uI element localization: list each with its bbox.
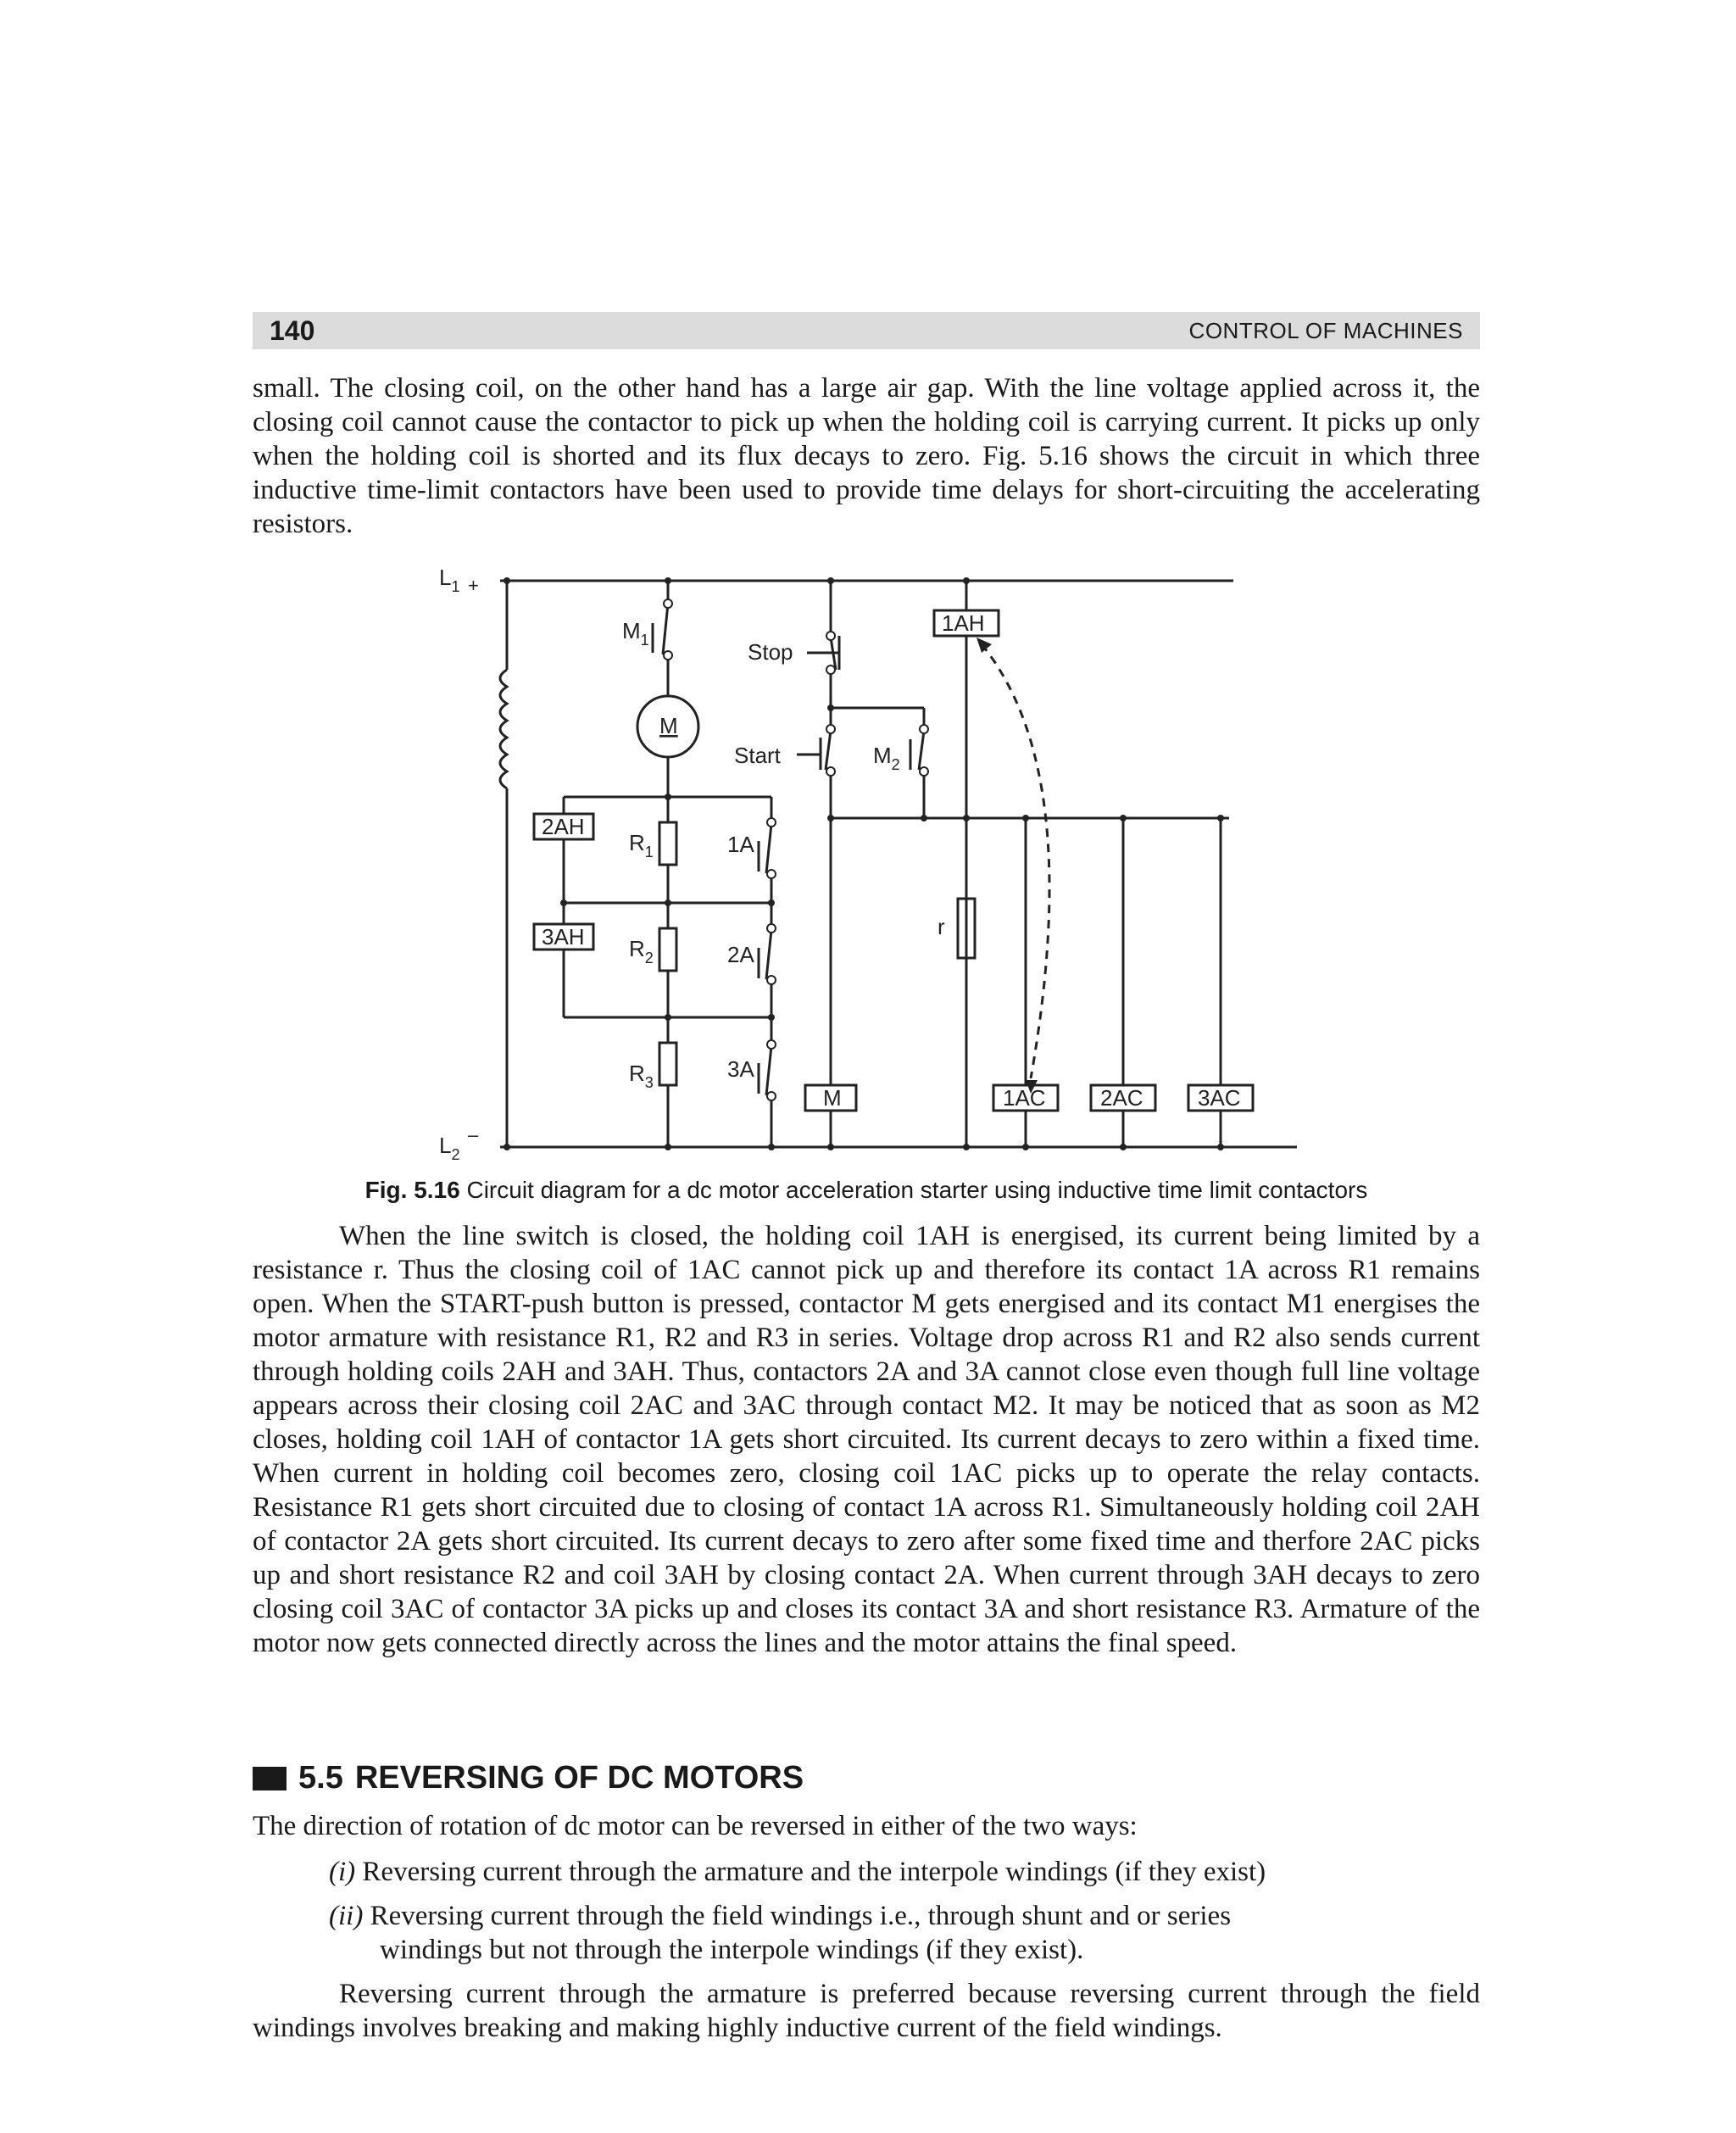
list-text: Reversing current through the armature and the interpole windings (if they exist): [362, 1857, 1266, 1887]
l2-label: $L_2$: [439, 1133, 460, 1163]
list-marker: (ii): [329, 1901, 364, 1931]
section-title: REVERSING OF DC MOTORS: [354, 1760, 804, 1796]
r3-resistor: [659, 1043, 676, 1085]
figure-caption: [253, 1175, 1480, 1206]
start-contact-blade: [826, 731, 831, 770]
list-item: [329, 1855, 1480, 1889]
section-intro: The direction of rotation of dc motor can be reversed in either of the two ways:: [253, 1811, 1138, 1841]
l2-sign: –: [468, 1124, 479, 1145]
coil-2ah-label: 2AH: [542, 814, 585, 839]
section-heading: [253, 1760, 804, 1796]
field-winding-coil: [500, 670, 507, 788]
r2-resistor: [659, 928, 676, 971]
coil-3ac-label: 3AC: [1198, 1085, 1241, 1111]
m2-contact-blade: [919, 731, 924, 770]
list-text: Reversing current through the field windings i.e., through shunt and or series: [370, 1901, 1232, 1931]
intro-paragraph: small. The closing coil, on the other hand has a large air gap. With the line voltage applied across it, the closing coil cannot cause the contactor to pick up when the holding coil is carrying current. It picks up only when the holding coil is shorted and its flux decays to zero. Fig. 5.16 shows the circuit in which three inductive time-limit contactors have been used to provide time delays for short-circuiting the accelerating resistors.: [253, 373, 1480, 539]
magnetic-link-arrow: [982, 644, 1049, 1078]
m1-contact-blade: [663, 604, 668, 654]
list-text-continuation: windings but not through the interpole windings (if they exist).: [380, 1935, 1084, 1965]
contact-2a-label: 2A: [727, 942, 754, 967]
closing-paragraph: Reversing current through the armature is preferred because reversing current through the field windings involves breaking and making highly inductive current of the field windings.: [253, 1979, 1480, 2043]
m1-label: $M_1$: [622, 618, 649, 649]
circuit-diagram: [415, 560, 1331, 1170]
l1-sign: +: [468, 575, 479, 596]
running-head: CONTROL OF MACHINES: [1188, 317, 1463, 343]
motor-label: M: [659, 713, 678, 738]
resistor-r-label: r: [938, 914, 945, 939]
running-header: [253, 312, 1480, 349]
r2-label: $R_2$: [629, 936, 654, 966]
coil-1ah-label: 1AH: [942, 610, 985, 636]
coil-2ac-label: 2AC: [1100, 1085, 1143, 1111]
figure-caption-text: Circuit diagram for a dc motor acceleration starter using inductive time limit contactors: [466, 1177, 1368, 1203]
list-marker: (i): [329, 1857, 356, 1887]
arrowhead-top: [976, 638, 992, 653]
r1-resistor: [659, 822, 676, 865]
body-paragraph: When the line switch is closed, the holding coil 1AH is energised, its current being limited by a resistance r. Thus the closing coil of 1AC cannot pick up and therefore its contact 1A across R1 remains open. When the START-push button is pressed, contactor M gets energised and its contact M1 energises the motor armature with resistance R1, R2 and R3 in series. Voltage drop across R1 and R2 also sends current through holding coils 2AH and 3AH. Thus, contactors 2A and 3A cannot close even though full line voltage appears across their closing coil 2AC and 3AC through contact M2. It may be noticed that as soon as M2 closes, holding coil 1AH of contactor 1A gets short circuited. Its current decays to zero within a fixed time. When current in holding coil becomes zero, closing coil 1AC picks up to operate the relay contacts. Resistance R1 gets short circuited due to closing of contact 1A across R1. Simultaneously holding coil 2AH of contactor 2A gets short circuited. Its current decays to zero after some fixed time and therfore 2AC picks up and short resistance R2 and coil 3AH by closing contact 2A. When current through 3AH decays to zero closing coil 3AC of contactor 3A picks up and closes its contact 3A and short resistance R3. Armature of the motor now gets connected directly across the lines and the motor attains the final speed.: [253, 1221, 1480, 1658]
l1-label: $L_1$: [439, 565, 460, 595]
section-number: 5.5: [298, 1760, 343, 1796]
r1-label: $R_1$: [629, 830, 654, 860]
coil-3ah-label: 3AH: [542, 924, 585, 950]
m2-label: $M_2$: [873, 743, 900, 773]
stop-label: Stop: [748, 639, 793, 665]
list-item: [329, 1899, 1480, 1967]
coil-m-label: M: [823, 1085, 842, 1111]
r3-label: $R_3$: [629, 1061, 654, 1091]
contact-1a-label: 1A: [727, 832, 754, 857]
heading-square-icon: [253, 1767, 287, 1790]
page-number: 140: [270, 315, 315, 346]
start-label: Start: [734, 743, 781, 768]
coil-1ac-label: 1AC: [1003, 1085, 1046, 1111]
figure-label: Fig. 5.16: [364, 1177, 460, 1203]
contact-3a-label: 3A: [727, 1056, 754, 1082]
